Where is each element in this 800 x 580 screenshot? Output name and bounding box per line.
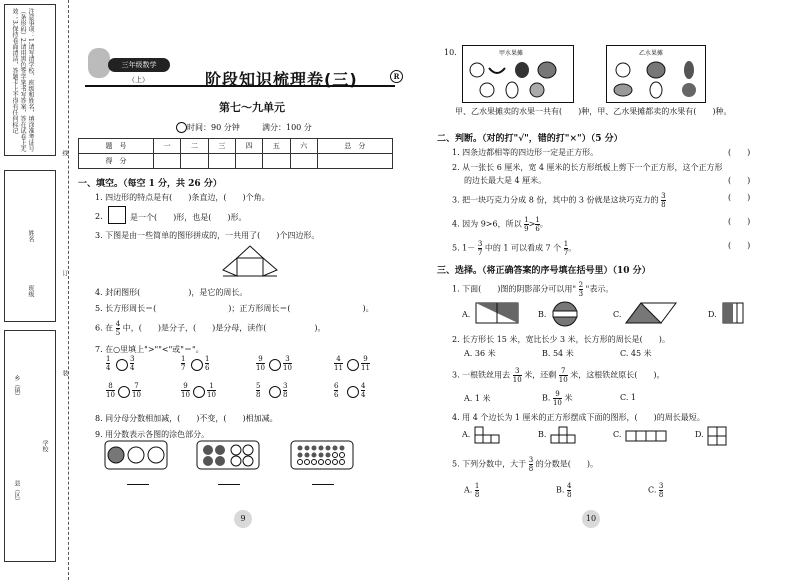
table-cell: 四 <box>235 139 262 154</box>
compare-circle[interactable] <box>347 386 359 398</box>
question-10-number: 10. <box>444 48 457 57</box>
choice-5-option-b[interactable]: B. $\frac{4}{8}$ <box>556 482 572 499</box>
option-d-figure <box>722 302 744 324</box>
judge-2-line-1: 2. 从一张长 6 厘米，宽 4 厘米的长方形纸板上剪下一个正方形，这个正方形 <box>452 163 723 172</box>
fraction: $\frac{3}{8}$ <box>528 456 534 473</box>
full-score: 满分：100 分 <box>262 123 312 132</box>
fraction: $\frac{1}{7}$ <box>563 240 569 257</box>
judge-5-text-2: 中的 1 可以看成 7 个 <box>484 243 562 253</box>
mascot-icon <box>88 48 110 78</box>
square-figure <box>108 206 126 224</box>
option-b-figure <box>550 300 580 328</box>
fraction: $\frac{3}{8}$ <box>658 482 664 499</box>
question-9: 9. 用分数表示各图的涂色部分。 <box>95 430 210 439</box>
score-table-row <box>79 154 393 169</box>
option-b-label[interactable]: B. <box>538 310 547 319</box>
judge-1-answer[interactable]: ( ) <box>728 148 751 157</box>
section-2-heading: 二、判断。（对的打"√"，错的打"×"）（5 分） <box>437 134 623 144</box>
answer-blank[interactable] <box>312 474 334 496</box>
choice-2-option-c[interactable]: C. 45 米 <box>620 349 652 358</box>
choice-5-option-c[interactable]: C. $\frac{3}{8}$ <box>648 482 664 499</box>
choice-1 <box>452 281 613 298</box>
choice-1-text-2: "表示。 <box>585 284 614 294</box>
score-cell[interactable] <box>181 154 208 169</box>
shape-c-figure <box>625 430 669 444</box>
judge-1: 1. 四条边都相等的四边形一定是正方形。 <box>452 148 599 157</box>
judge-3-text: 3. 把一块巧克力分成 8 份，其中的 3 份就是这块巧克力的 <box>452 195 659 205</box>
field-class: 班级 <box>27 285 34 297</box>
choice-2-option-b[interactable]: B. 54 米 <box>542 349 574 358</box>
compare-circle[interactable] <box>118 386 130 398</box>
fraction: $\frac{1}{6}$ <box>535 216 540 233</box>
question-1: 1. 四边形的特点是有( )条直边，( )个角。 <box>95 193 270 202</box>
compare-circle[interactable] <box>116 359 128 371</box>
question-4: 4. 封闭图形( )，是它的周长。 <box>95 288 248 297</box>
choice-3-option-c[interactable]: C. 1 <box>620 393 637 402</box>
question-2-number: 2. <box>95 212 103 221</box>
cut-mark-2: 订 <box>61 270 68 276</box>
fraction: $\frac{3}{10}$ <box>512 367 522 384</box>
grid-dots-figure <box>290 440 354 470</box>
score-table-header <box>79 139 393 154</box>
cut-mark-3: 装 <box>61 370 68 376</box>
compare-circle[interactable] <box>347 359 359 371</box>
score-cell[interactable] <box>208 154 235 169</box>
stand-a-box <box>462 45 574 103</box>
choice-4-option-b[interactable]: B. <box>538 430 547 439</box>
score-cell[interactable] <box>290 154 317 169</box>
choice-5-text-2: 的分数是( )。 <box>535 459 598 469</box>
answer-blank[interactable] <box>127 474 149 496</box>
judge-5-text: 5. 1－ <box>452 243 476 253</box>
shape-a-figure <box>474 426 508 446</box>
choice-3-text-3: 米，这根铁丝原长( )。 <box>570 370 665 380</box>
option-c-label[interactable]: C. <box>613 310 622 319</box>
option-a-figure <box>475 302 519 324</box>
score-cell[interactable] <box>154 154 181 169</box>
fraction: $\frac{3}{7}$ <box>477 240 483 257</box>
q6-text: 中，( )是分子，( )是分母，读作( )。 <box>122 323 326 333</box>
judge-4-answer[interactable]: ( ) <box>728 217 751 226</box>
dots-figure <box>196 440 260 470</box>
choice-3-option-b[interactable]: B. $\frac{9}{10}$ 米 <box>542 390 573 407</box>
option-a-label[interactable]: A. <box>462 310 471 319</box>
cut-line <box>68 0 69 580</box>
choice-4: 4. 用 4 个边长为 1 厘米的正方形摆成下面的图形，( )的周长最短。 <box>452 413 705 422</box>
judge-4-text: 4. 因为 9>6，所以 <box>452 219 522 229</box>
judge-2-line-2: 的边长最大是 4 厘米。 <box>464 176 547 185</box>
choice-4-option-c[interactable]: C. <box>613 430 622 439</box>
question-3: 3. 下图是由一些简单的图形拼成的，一共用了( )个四边形。 <box>95 231 320 240</box>
page-title: 阶段知识梳理卷(三) <box>205 70 358 89</box>
page-number: 9 <box>234 510 252 528</box>
question-5: 5. 长方形周长＝( )；正方形周长＝( )。 <box>95 304 374 313</box>
compare-circle[interactable] <box>191 359 203 371</box>
fraction: $\frac{4}{8}$ <box>566 482 572 499</box>
house-figure <box>215 244 285 284</box>
table-cell: 二 <box>181 139 208 154</box>
field-town: 乡（镇） <box>13 375 20 399</box>
choice-5-text: 5. 下列分数中，大于 <box>452 459 527 469</box>
fraction: $\frac{1}{9}$ <box>524 216 529 233</box>
unit-subtitle: 第七～九单元 <box>219 101 285 114</box>
field-name: 姓名 <box>27 230 34 242</box>
choice-2-option-a[interactable]: A. 36 米 <box>464 349 496 358</box>
judge-5-answer[interactable]: ( ) <box>728 241 751 250</box>
question-2: 是一个( )形，也是( )形。 <box>130 213 247 222</box>
shape-d-figure <box>707 426 729 446</box>
choice-5 <box>452 456 598 473</box>
question-10-text: 甲、乙水果摊卖的水果一共有( )种，甲、乙水果摊都卖的水果有( )种。 <box>455 107 732 116</box>
choice-2: 2. 长方形长 15 米，宽比长少 3 米，长方形的周长是( )。 <box>452 335 670 344</box>
table-cell: 三 <box>208 139 235 154</box>
judge-5: 5. 1－ $\frac{3}{7}$ 中的 1 可以看成 7 个 $\frac{1}{7}$ 。 <box>452 240 577 257</box>
fraction: $\frac{7}{10}$ <box>558 367 568 384</box>
choice-3-text: 3. 一根铁丝用去 <box>452 370 511 380</box>
section-1-heading: 一、填空。（每空 1 分，共 26 分） <box>78 179 222 189</box>
judge-3-answer[interactable]: ( ) <box>728 193 751 202</box>
option-c-figure <box>625 302 677 324</box>
stand-b-box <box>606 45 706 103</box>
choice-3-text-2: 米，还剩 <box>524 370 557 380</box>
question-8: 8. 同分母分数相加减，( )不变，( )相加减。 <box>95 414 278 423</box>
field-box-1 <box>4 170 56 322</box>
registered-icon: R <box>390 70 403 83</box>
grade-badge: 三年级数学 <box>108 58 170 72</box>
table-cell: 五 <box>263 139 290 154</box>
stand-a-label: 甲水果摊 <box>499 50 524 57</box>
score-table <box>78 138 393 169</box>
flower-circles-figure <box>104 440 168 470</box>
unit-meter: 米 <box>564 393 573 403</box>
grade-badge-sub: （上） <box>128 76 149 84</box>
table-cell: 题 号 <box>79 139 154 154</box>
compare-circle[interactable] <box>269 386 281 398</box>
page-number: 10 <box>582 510 600 528</box>
choice-4-option-d[interactable]: D. <box>695 430 704 439</box>
compare-circle[interactable] <box>269 359 281 371</box>
table-cell: 一 <box>154 139 181 154</box>
cut-mark-1: 线 <box>61 150 68 156</box>
choice-4-option-a[interactable]: A. <box>462 430 471 439</box>
table-cell: 六 <box>290 139 317 154</box>
fraction: $\frac{3}{8}$ <box>661 192 666 209</box>
choice-3 <box>452 367 664 384</box>
fraction: $\frac{1}{8}$ <box>474 482 480 499</box>
score-cell[interactable] <box>263 154 290 169</box>
binding-strip <box>0 0 70 580</box>
compare-circle[interactable] <box>193 386 205 398</box>
answer-blank[interactable] <box>218 474 240 496</box>
choice-3-option-a[interactable]: A. 1 米 <box>464 394 491 403</box>
field-school: 学校 <box>41 440 48 452</box>
notes-text: 注意事项：1.请写清学校、班级和姓名，填涂准考证号（条形码）2.请用黑色签字笔书写答案，答在试卷上无效；3.保持卷面清洁，答题卡上不得有任何标记 <box>11 8 34 152</box>
field-county: 县（区） <box>13 480 20 504</box>
shape-b-figure <box>550 426 584 446</box>
question-6 <box>95 320 325 337</box>
choice-1-text: 1. 下面( )图的阴影部分可以用" <box>452 284 577 294</box>
field-box-2 <box>4 330 56 562</box>
judge-2-answer[interactable]: ( ) <box>728 176 751 185</box>
table-cell: 总 分 <box>317 139 392 154</box>
option-d-label[interactable]: D. <box>708 310 717 319</box>
clock-icon <box>176 122 187 133</box>
score-cell[interactable] <box>317 154 392 169</box>
table-cell: 得 分 <box>79 154 154 169</box>
score-cell[interactable] <box>235 154 262 169</box>
time-limit: 时间：90 分钟 <box>187 123 240 132</box>
judge-3 <box>452 192 666 209</box>
fraction: $\frac{4}{5}$ <box>115 320 121 337</box>
question-7: 7. 在○里填上">""<"或"＝"。 <box>95 345 204 354</box>
judge-4: 4. 因为 9>6，所以 $\frac{1}{9}$ > $\frac{1}{6}$ 。 <box>452 216 548 233</box>
section-3-heading: 三、选择。（将正确答案的序号填在括号里）（10 分） <box>437 266 651 276</box>
fraction: $\frac{9}{10}$ <box>552 390 562 407</box>
stand-b-label: 乙水果摊 <box>639 50 664 57</box>
q6-prefix: 6. 在 <box>95 323 114 333</box>
choice-5-option-a[interactable]: A. $\frac{1}{8}$ <box>464 482 480 499</box>
fraction: $\frac{2}{3}$ <box>578 281 584 298</box>
